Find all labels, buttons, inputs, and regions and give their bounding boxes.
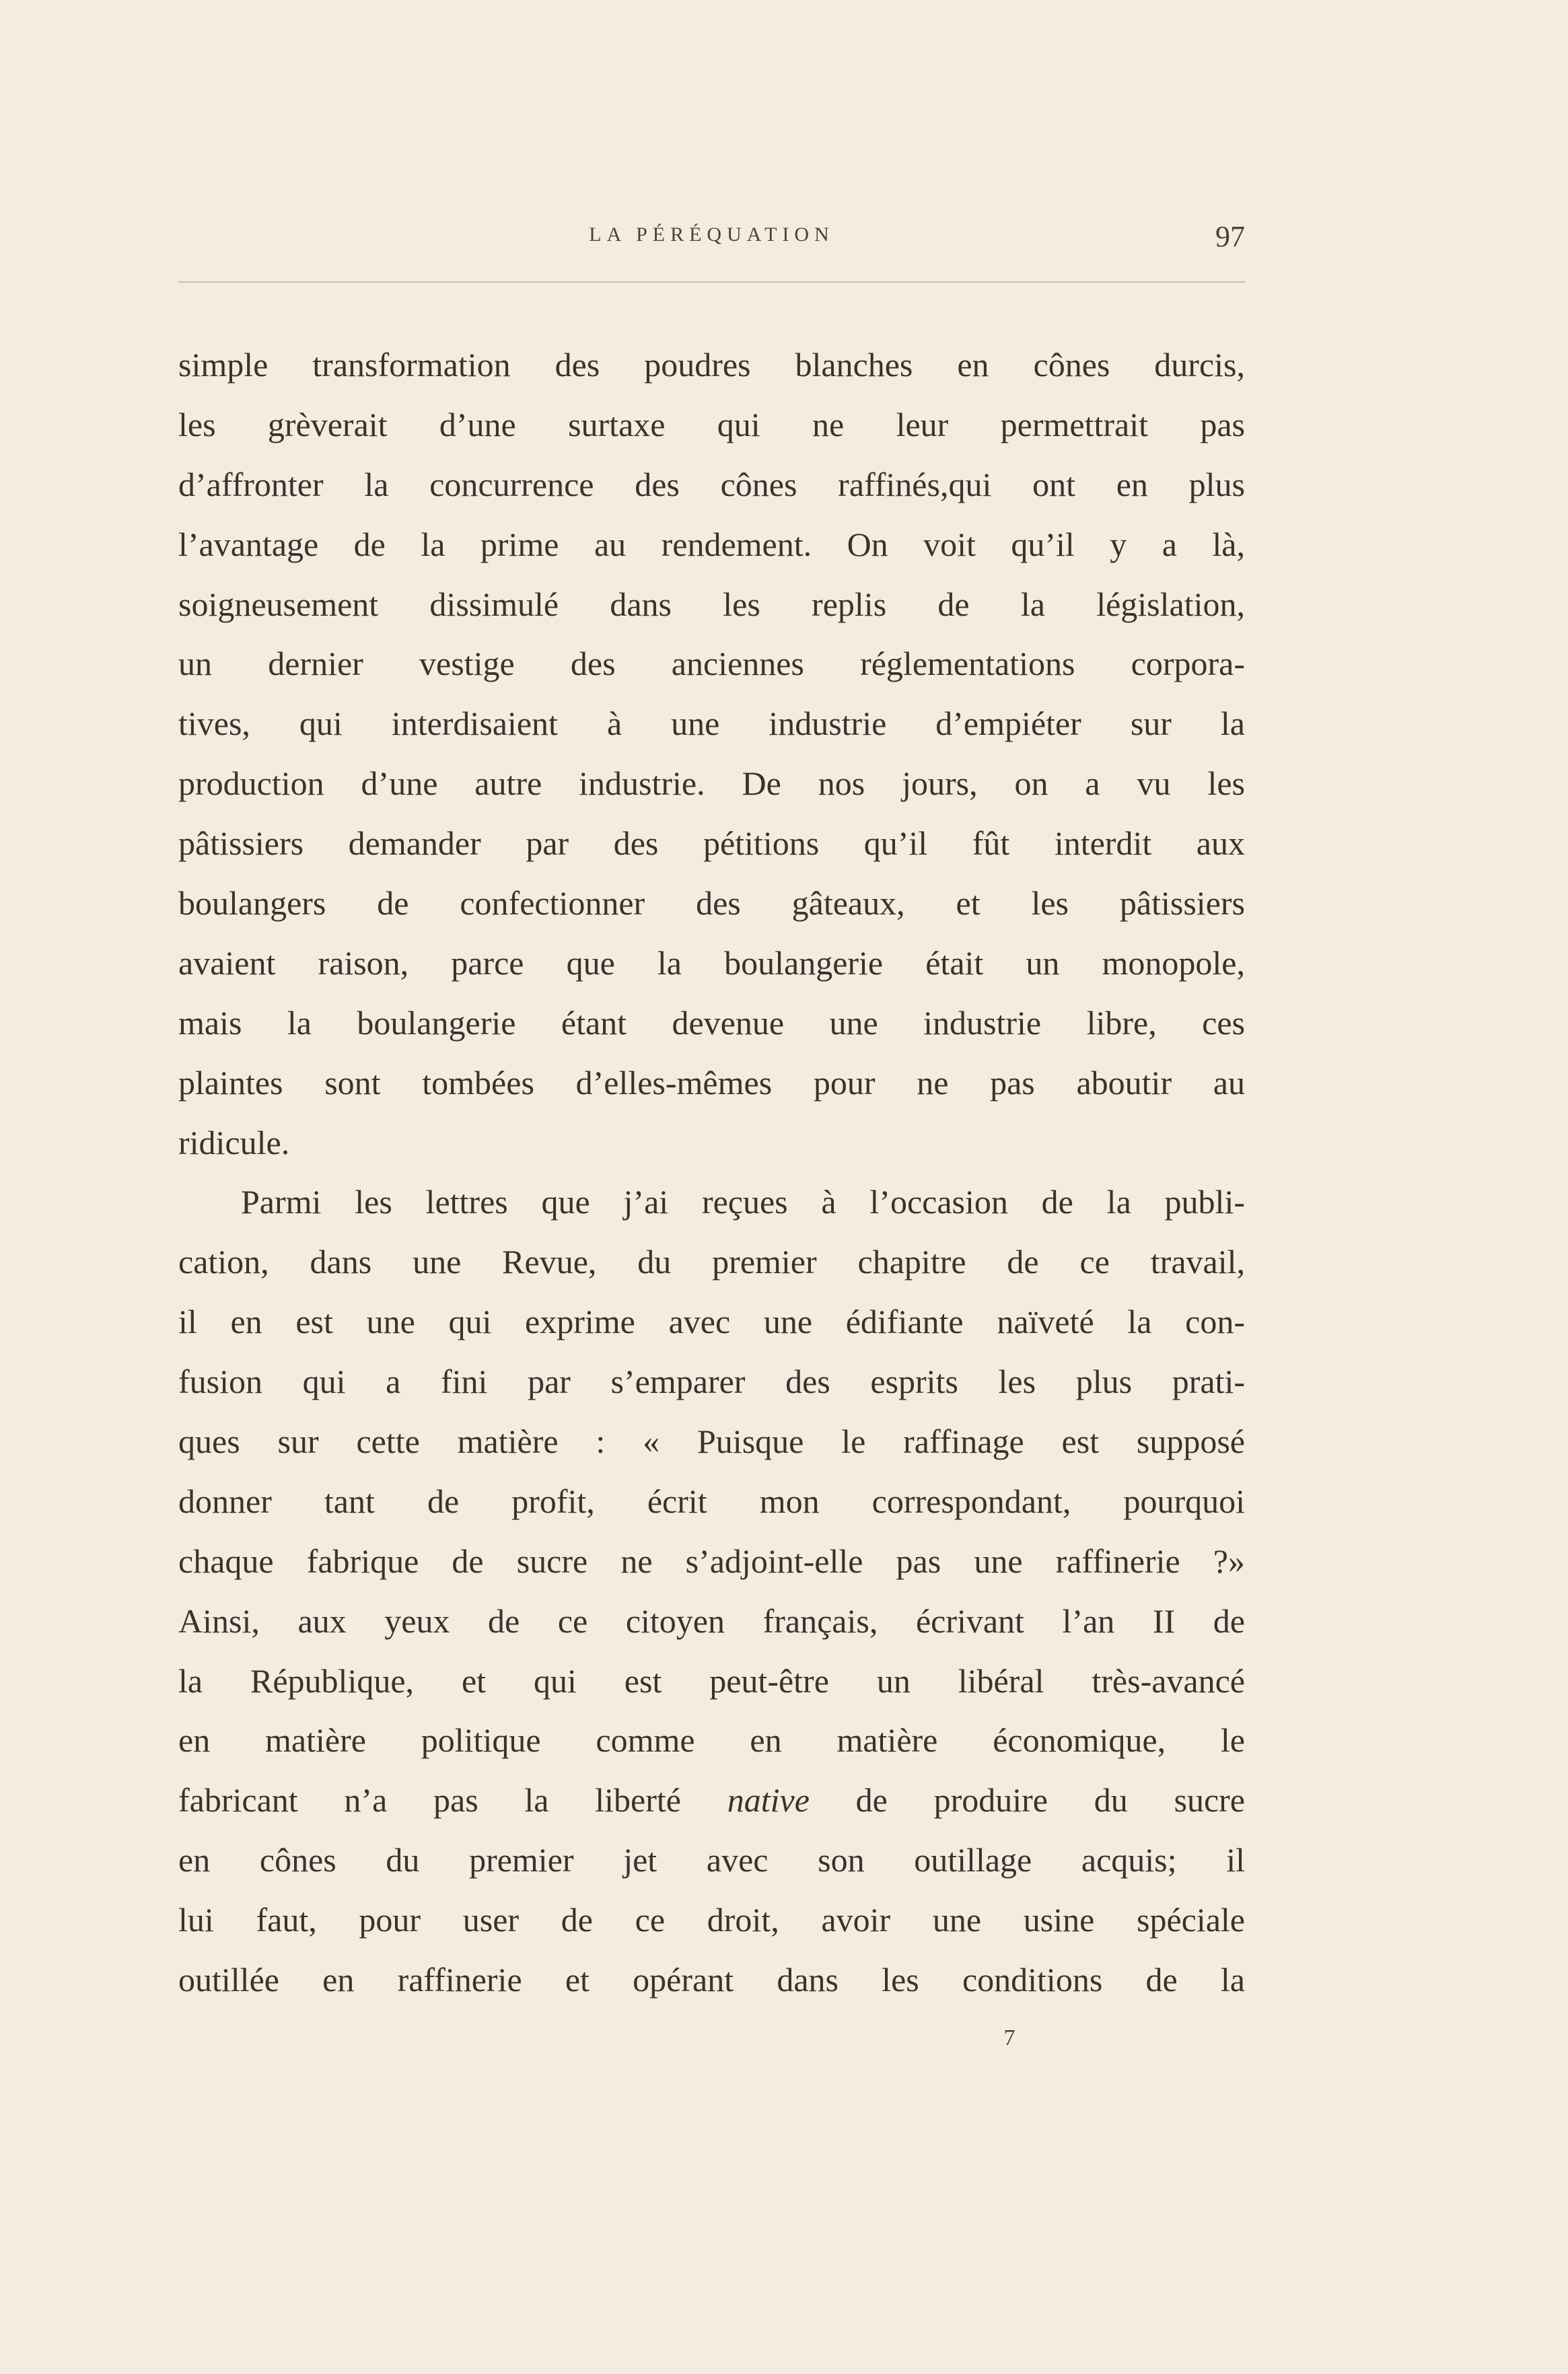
text-line: production d’une autre industrie. De nos jours, on a vu les xyxy=(178,764,1245,803)
running-head xyxy=(178,214,1245,254)
text-line: ridicule. xyxy=(178,1123,290,1161)
text-line: l’avantage de la prime au rendement. On voit qu’il y a là, xyxy=(178,525,1245,563)
text-line: il en est une qui exprime avec une édifiante naïveté la con- xyxy=(178,1303,1245,1341)
page-number: 97 xyxy=(1215,220,1245,253)
text-line: en cônes du premier jet avec son outillage acquis; il xyxy=(178,1841,1245,1879)
text-line: soigneusement dissimulé dans les replis de la législation, xyxy=(178,585,1245,623)
running-title: LA PÉRÉQUATION xyxy=(589,223,834,246)
text-line: la République, et qui est peut-être un libéral très-avancé xyxy=(178,1661,1245,1700)
text-line: les grèverait d’une surtaxe qui ne leur permettrait pas xyxy=(178,405,1245,443)
text-line: lui faut, pour user de ce droit, avoir une usine spéciale xyxy=(178,1901,1245,1939)
text-line: chaque fabrique de sucre ne s’adjoint-elle pas une raffinerie ?» xyxy=(178,1542,1245,1580)
text-line: Ainsi, aux yeux de ce citoyen français, écrivant l’an II de xyxy=(178,1602,1245,1640)
text-line: Parmi les lettres que j’ai reçues à l’occasion de la publi- xyxy=(241,1183,1245,1221)
text-segment: fabricant n’a pas la liberté xyxy=(178,1781,727,1820)
signature-mark: 7 xyxy=(1003,2025,1015,2050)
text-line: fusion qui a fini par s’emparer des esprits les plus prati- xyxy=(178,1363,1245,1401)
text-line: avaient raison, parce que la boulangerie était un monopole, xyxy=(178,943,1245,982)
text-line: tives, qui interdisaient à une industrie d’empiéter sur la xyxy=(178,705,1245,743)
text-line-with-italic xyxy=(178,1770,1245,1830)
text-line: plaintes sont tombées d’elles-mêmes pour ne pas aboutir au xyxy=(178,1063,1245,1102)
italic-word: native xyxy=(727,1781,810,1820)
text-line: ques sur cette matière : « Puisque le raffinage est supposé xyxy=(178,1423,1245,1461)
text-line: d’affronter la concurrence des cônes raffinés,qui ont en plus xyxy=(178,465,1245,503)
text-line: outillée en raffinerie et opérant dans les conditions de la xyxy=(178,1961,1245,1999)
text-line: pâtissiers demander par des pétitions qu’il fût interdit aux xyxy=(178,824,1245,863)
text-line: en matière politique comme en matière économique, le xyxy=(178,1721,1245,1760)
body-text xyxy=(178,335,1245,2010)
text-line: boulangers de confectionner des gâteaux, et les pâtissiers xyxy=(178,884,1245,923)
text-line: mais la boulangerie étant devenue une industrie libre, ces xyxy=(178,1003,1245,1042)
text-line: simple transformation des poudres blanches en cônes durcis, xyxy=(178,346,1245,384)
text-line: cation, dans une Revue, du premier chapitre de ce travail, xyxy=(178,1243,1245,1281)
text-line: un dernier vestige des anciennes réglementations corpora- xyxy=(178,645,1245,683)
text-line: donner tant de profit, écrit mon correspondant, pourquoi xyxy=(178,1482,1245,1520)
text-segment: de produire du sucre xyxy=(809,1781,1245,1820)
header-rule xyxy=(178,281,1245,283)
